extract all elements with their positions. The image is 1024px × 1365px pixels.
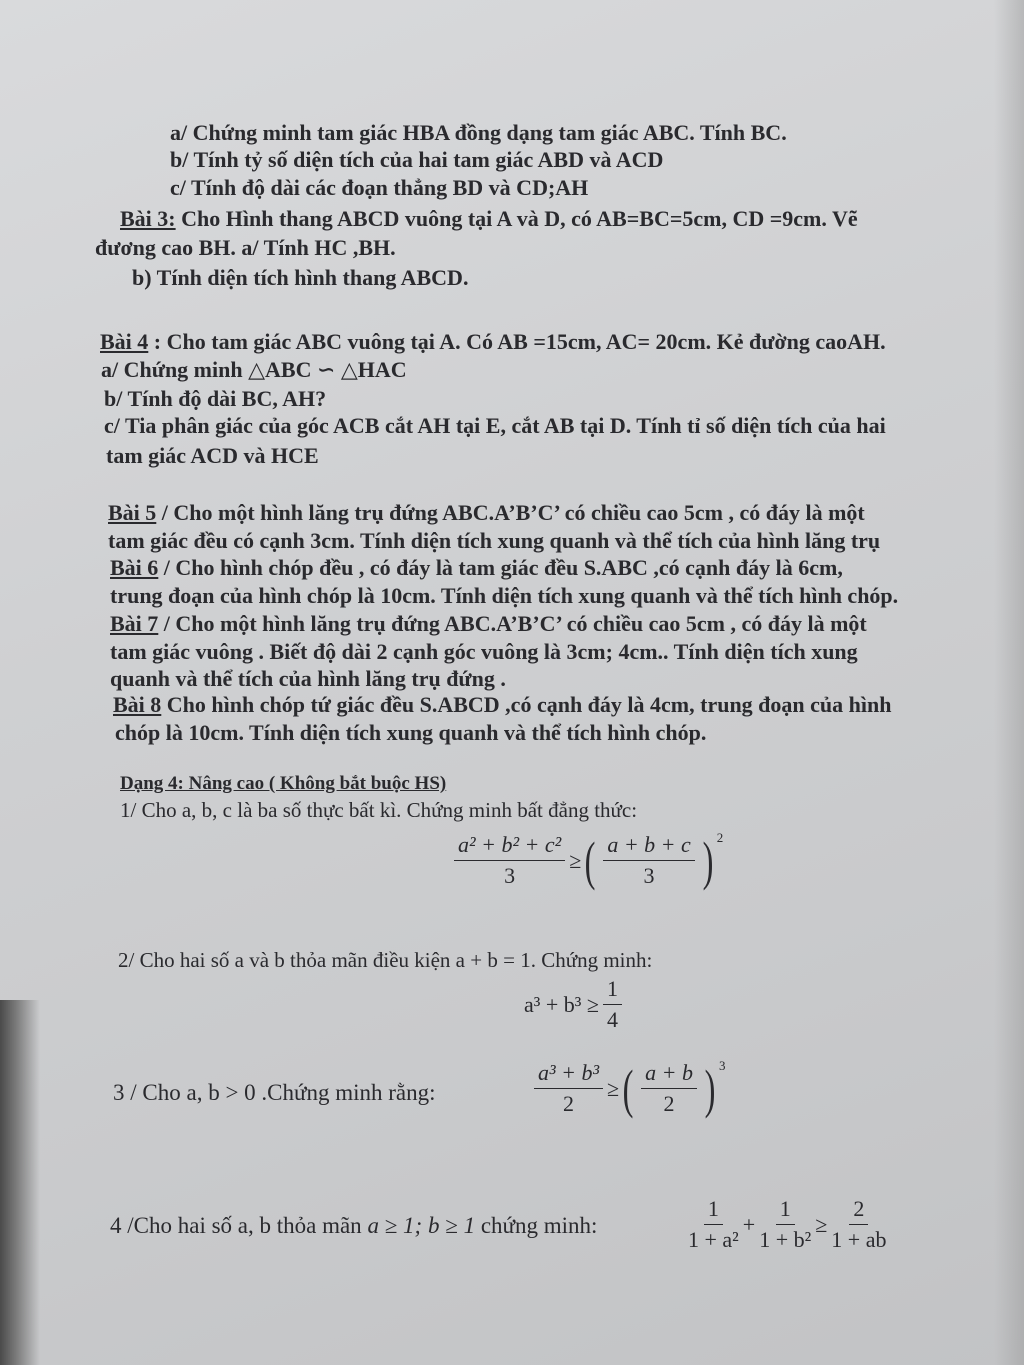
left-paren: ( <box>622 1058 634 1119</box>
question-4 <box>110 1213 597 1239</box>
exercise-text: / Cho một hình lăng trụ đứng ABC.A’B’C’ có chiều cao 5cm , có đáy là một <box>158 611 867 636</box>
numerator: a + b <box>641 1060 697 1089</box>
question-2: 2/ Cho hai số a và b thỏa mãn điều kiện a + b = 1. Chứng minh: <box>118 948 653 972</box>
exercise-text: Cho hình chóp tứ giác đều S.ABCD ,có cạnh đáy là 4cm, trung đoạn của hình <box>161 692 892 717</box>
denominator: 4 <box>606 1007 618 1032</box>
inequality-2 <box>524 976 626 1033</box>
exercise-text: Cho Hình thang ABCD vuông tại A và D, có AB=BC=5cm, CD =9cm. Vẽ <box>175 206 858 231</box>
exercise-3 <box>120 206 858 232</box>
numerator: a² + b² + c² <box>454 832 565 861</box>
text-line: tam giác ACD và HCE <box>106 443 319 468</box>
numerator: a³ + b³ <box>534 1060 603 1089</box>
denominator: 1 + b² <box>759 1227 812 1252</box>
exercise-label: Bài 7 <box>110 611 159 636</box>
section-title: Dạng 4: Nâng cao ( Không bắt buộc HS) <box>120 773 447 794</box>
fraction <box>454 832 565 889</box>
denominator: 1 + a² <box>688 1227 739 1252</box>
text-line: chóp là 10cm. Tính diện tích xung quanh và thể tích hình chóp. <box>115 720 707 745</box>
numerator: 1 <box>704 1196 723 1225</box>
question-3: 3 / Cho a, b > 0 .Chứng minh rằng: <box>113 1080 436 1105</box>
exercise-label: Bài 4 <box>100 329 149 354</box>
geq-symbol: ≥ <box>607 1075 620 1101</box>
geq-symbol: ≥ <box>569 847 582 873</box>
expression: a³ + b³ ≥ <box>524 991 599 1017</box>
exercise-label: Bài 6 <box>110 555 159 580</box>
question-text: 4 /Cho hai số a, b thỏa mãn <box>110 1213 368 1238</box>
fraction <box>688 1196 739 1253</box>
inequality-3 <box>530 1057 726 1119</box>
exercise-4 <box>100 329 886 355</box>
text-line: b/ Tính độ dài BC, AH? <box>104 386 327 411</box>
denominator: 1 + ab <box>831 1227 887 1252</box>
exercise-text: / Cho một hình lăng trụ đứng ABC.A’B’C’ có chiều cao 5cm , có đáy là một <box>156 500 865 525</box>
condition: a ≥ 1; b ≥ 1 <box>367 1213 476 1238</box>
exercise-label: Bài 3: <box>120 206 176 231</box>
plus-symbol: + <box>742 1211 756 1237</box>
right-paren: ) <box>704 1058 716 1119</box>
denominator: 2 <box>663 1091 675 1116</box>
denominator: 3 <box>643 863 655 888</box>
numerator: a + b + c <box>603 832 694 861</box>
inequality-4 <box>684 1196 890 1253</box>
text-line: c/ Tính độ dài các đoạn thẳng BD và CD;AH <box>170 175 589 200</box>
left-paren: ( <box>584 830 596 891</box>
fraction <box>603 976 622 1033</box>
hand-shadow <box>0 1000 40 1365</box>
text-line: quanh và thể tích của hình lăng trụ đứng . <box>110 666 506 691</box>
exercise-7 <box>110 611 867 637</box>
text-line: trung đoạn của hình chóp là 10cm. Tính diện tích xung quanh và thể tích hình chóp. <box>110 583 899 608</box>
right-paren: ) <box>702 830 714 891</box>
fraction <box>534 1060 603 1117</box>
exponent: 3 <box>718 1057 726 1073</box>
exercise-8 <box>113 692 891 718</box>
denominator: 3 <box>504 863 516 888</box>
fraction <box>831 1196 886 1253</box>
numerator: 1 <box>603 976 622 1005</box>
geq-symbol: ≥ <box>815 1211 828 1237</box>
text-line: b/ Tính tỷ số diện tích của hai tam giác ABD và ACD <box>170 147 664 172</box>
fraction <box>641 1060 697 1117</box>
edge-shadow <box>994 0 1024 1365</box>
fraction <box>603 832 694 889</box>
exercise-text: : Cho tam giác ABC vuông tại A. Có AB =15cm, AC= 20cm. Kẻ đường caoAH. <box>148 329 886 354</box>
text-line: b) Tính diện tích hình thang ABCD. <box>132 265 469 290</box>
numerator: 2 <box>849 1196 868 1225</box>
exercise-label: Bài 5 <box>108 500 157 525</box>
text-line: a/ Chứng minh △ABC ∽ △HAC <box>101 357 407 382</box>
question-text: chứng minh: <box>475 1213 598 1238</box>
question-1: 1/ Cho a, b, c là ba số thực bất kì. Chứng minh bất đẳng thức: <box>120 798 638 822</box>
exercise-6 <box>110 555 843 581</box>
inequality-1 <box>450 829 724 891</box>
exercise-text: / Cho hình chóp đều , có đáy là tam giác đều S.ABC ,có cạnh đáy là 6cm, <box>158 555 843 580</box>
exponent: 2 <box>716 829 724 845</box>
text-line: tam giác vuông . Biết độ dài 2 cạnh góc vuông là 3cm; 4cm.. Tính diện tích xung <box>110 639 858 664</box>
text-line: đương cao BH. a/ Tính HC ,BH. <box>95 235 396 260</box>
numerator: 1 <box>776 1196 795 1225</box>
text-line: a/ Chứng minh tam giác HBA đồng dạng tam giác ABC. Tính BC. <box>170 120 787 145</box>
fraction <box>759 1196 811 1253</box>
exercise-label: Bài 8 <box>113 692 162 717</box>
text-line: c/ Tia phân giác của góc ACB cắt AH tại E, cắt AB tại D. Tính tỉ số diện tích của hai <box>104 413 886 438</box>
text-line: tam giác đều có cạnh 3cm. Tính diện tích xung quanh và thể tích của hình lăng trụ <box>108 528 881 553</box>
exercise-5 <box>108 500 865 526</box>
denominator: 2 <box>563 1091 575 1116</box>
